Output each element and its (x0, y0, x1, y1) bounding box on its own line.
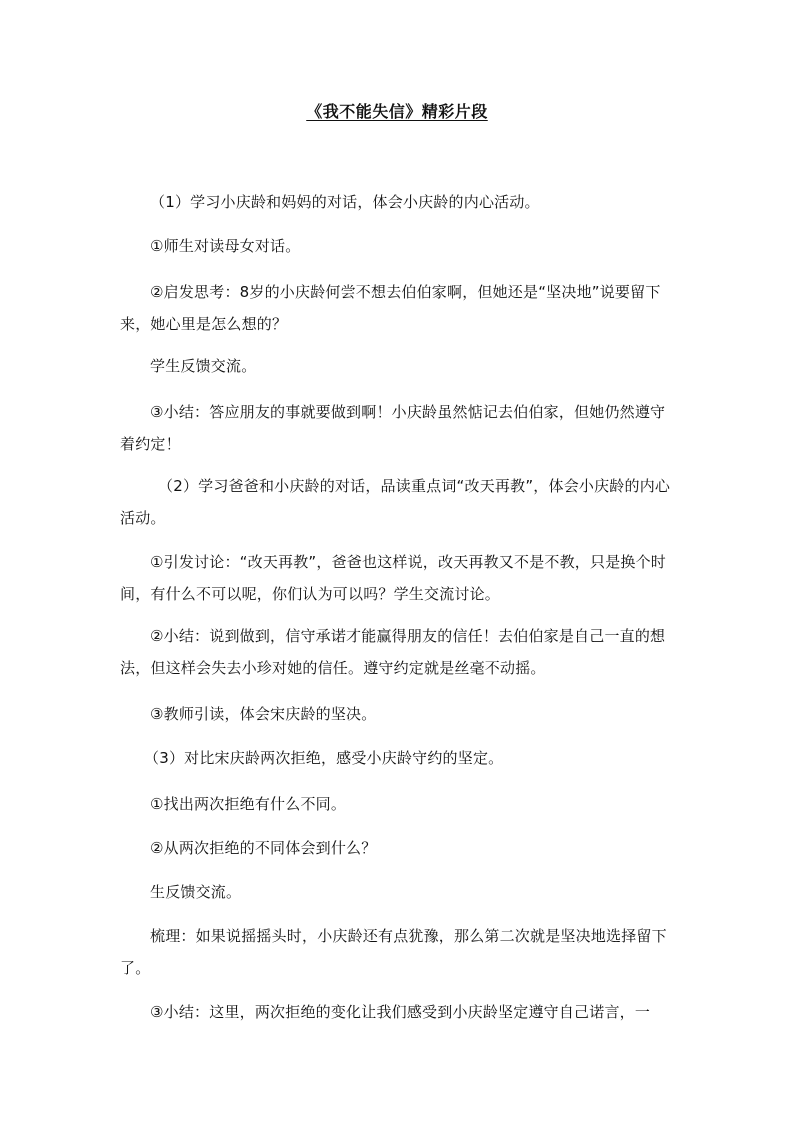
paragraph-step: 梳理：如果说摇摇头时，小庆龄还有点犹豫，那么第二次就是坚决地选择留下了。 (120, 927, 667, 977)
title-text: 《我不能失信》精彩片段 (306, 102, 488, 121)
paragraph-section-1-heading: （1）学习小庆龄和妈妈的对话，体会小庆龄的内心活动。 (150, 193, 540, 211)
paragraph-section-3-heading: （3）对比宋庆龄两次拒绝，感受小庆龄守约的坚定。 (144, 749, 504, 767)
paragraph-step: ③教师引读，体会宋庆龄的坚决。 (150, 705, 377, 723)
paragraph-step: ②小结：说到做到，信守承诺才能赢得朋友的信任！去伯伯家是自己一直的想法，但这样会失去小珍对她的信任。遵守约定就是丝毫不动摇。 (120, 627, 666, 677)
paragraph-step: 学生反馈交流。 (150, 357, 257, 375)
paragraph-step: ①师生对读母女对话。 (150, 237, 301, 255)
paragraph-step: ②启发思考：8岁的小庆龄何尝不想去伯伯家啊，但她还是“坚决地”说要留下来，她心里是怎么想的？ (120, 283, 661, 333)
paragraph-step: ①引发讨论：“改天再教”，爸爸也这样说，改天再教又不是不教，只是换个时间，有什么不可以呢，你们认为可以吗？学生交流讨论。 (120, 553, 666, 603)
paragraph-step: 生反馈交流。 (150, 883, 242, 901)
document-title (0, 100, 794, 124)
paragraph-step: ②从两次拒绝的不同体会到什么？ (150, 839, 377, 857)
paragraph-section-2-heading: （2）学习爸爸和小庆龄的对话，品读重点词“改天再教”，体会小庆龄的内心活动。 (120, 477, 671, 527)
paragraph-step: ③小结：这里，两次拒绝的变化让我们感受到小庆龄坚定遵守自己诺言，一 (150, 1003, 651, 1021)
paragraph-step: ③小结：答应朋友的事就要做到啊！小庆龄虽然惦记去伯伯家，但她仍然遵守着约定！ (120, 403, 666, 453)
paragraph-step: ①找出两次拒绝有什么不同。 (150, 795, 347, 813)
